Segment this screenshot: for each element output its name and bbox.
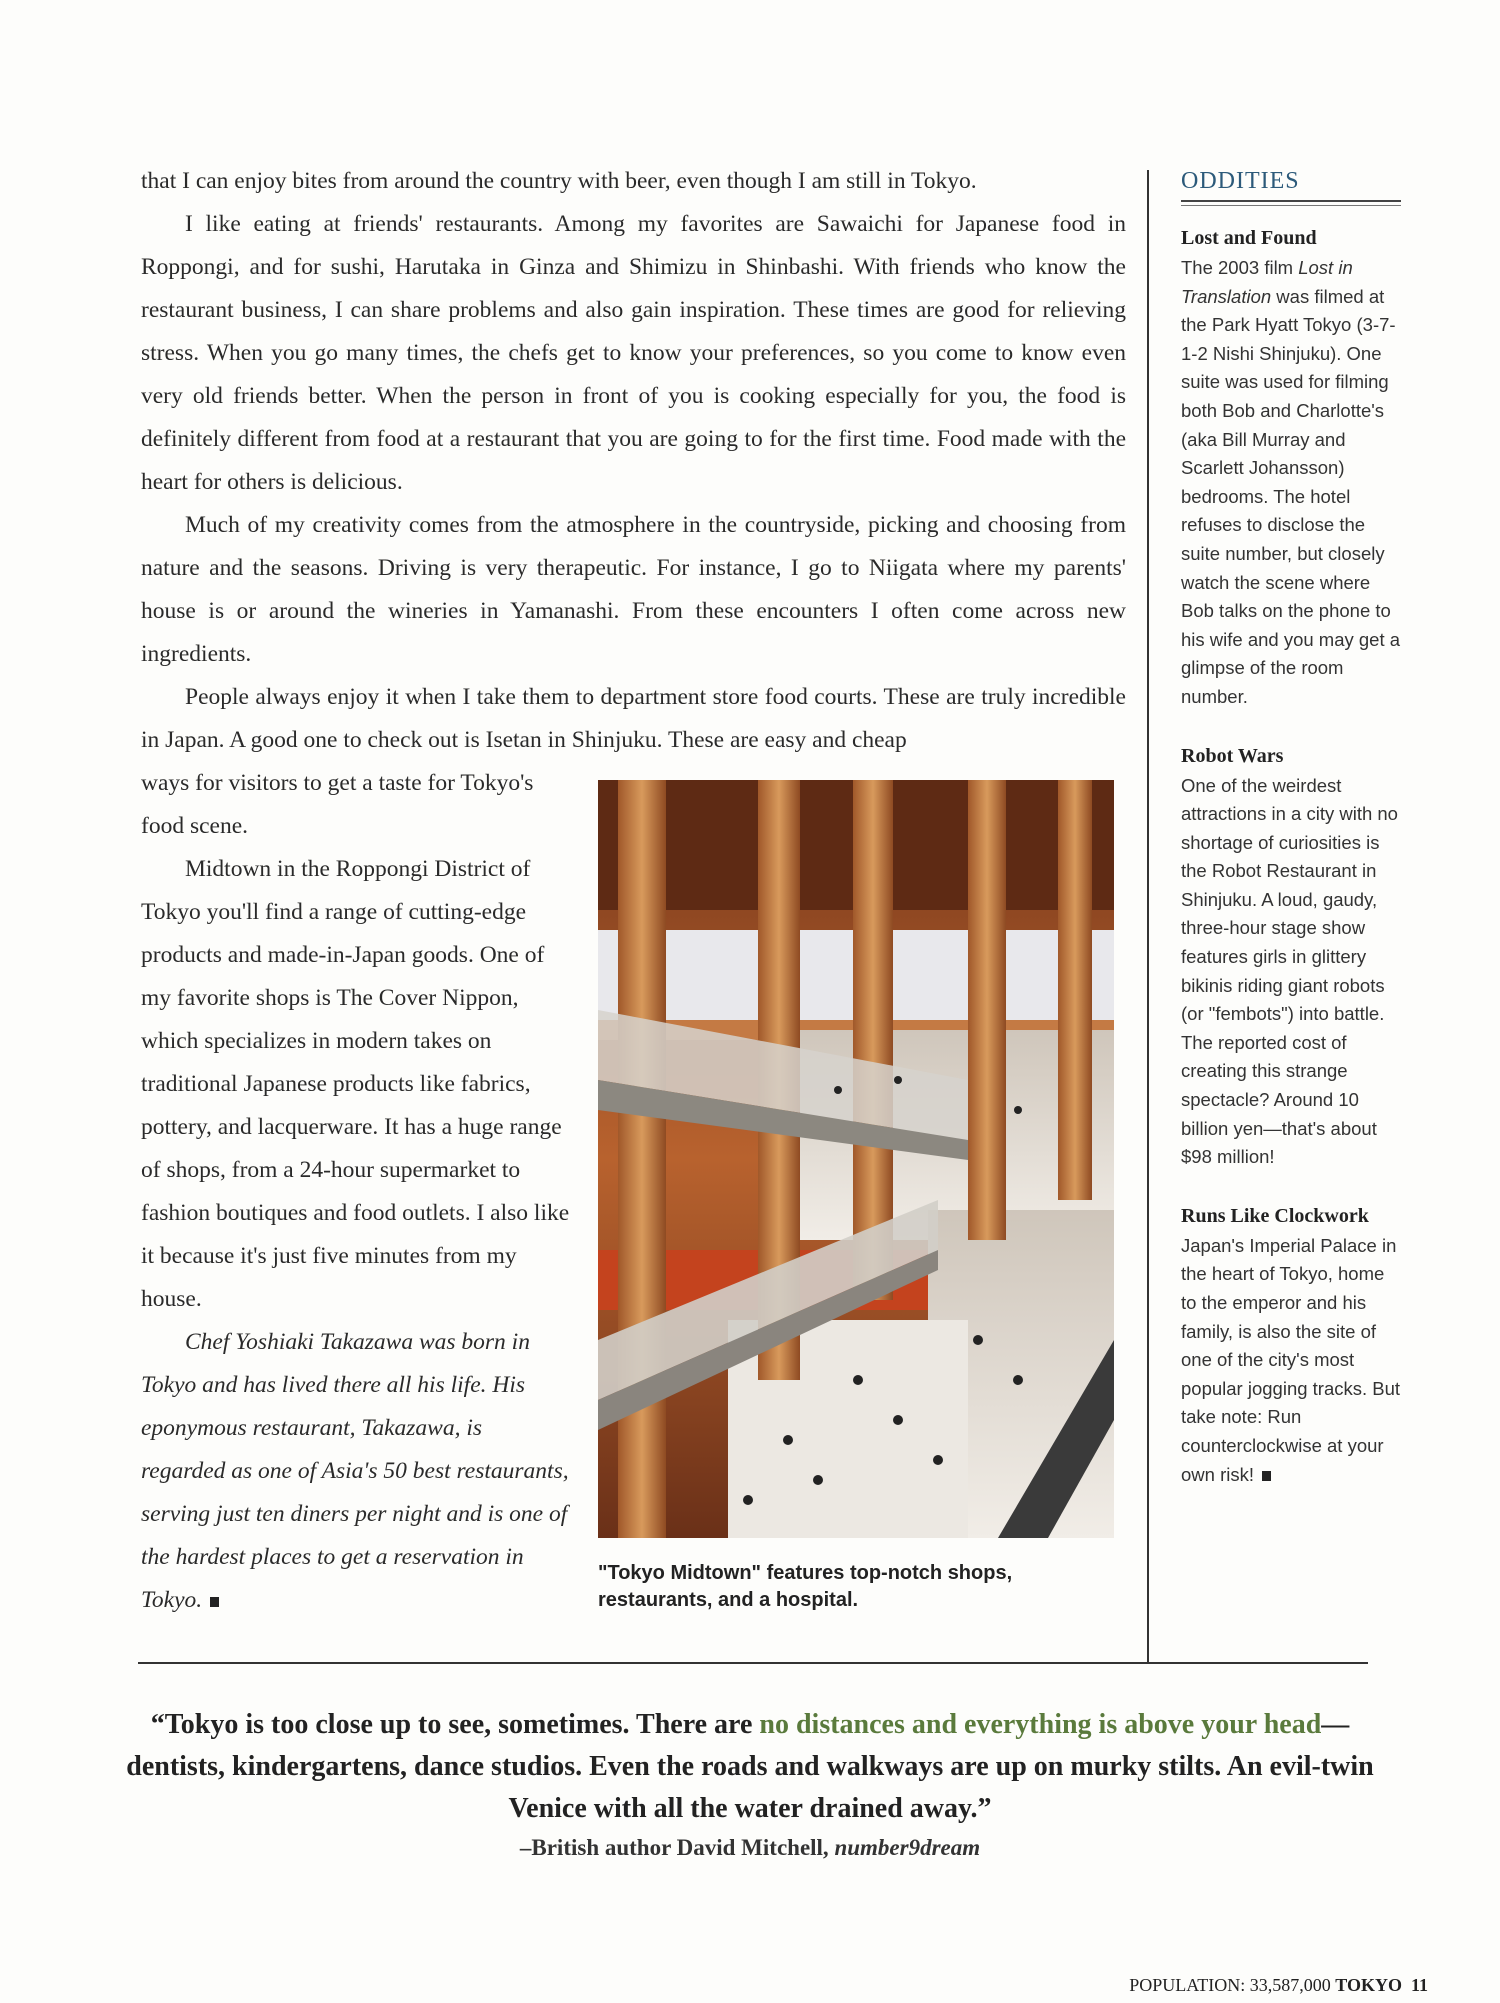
sidebar-body-text: The 2003 film [1181, 257, 1299, 278]
sidebar-title-rule [1181, 200, 1401, 202]
article-narrow-column [141, 762, 571, 1622]
sidebar-body-text: was filmed at the Park Hyatt Tokyo (3-7-1-2 Nishi Shinjuku). One suite was used for filming both Bob and Charlotte's (aka Bill Murray and Scarlett Johansson) bedrooms. The hotel refuses to disclose the suite number, but closely watch the scene where Bob talks on the phone to his wife and you may get a glimpse of the room number. [1181, 285, 1401, 707]
page-number: 11 [1410, 1975, 1428, 1995]
attribution-book-title: number9dream [834, 1835, 981, 1860]
sidebar-title: ODDITIES [1181, 168, 1300, 194]
pull-quote-highlight: no distances and everything is above your head [759, 1709, 1322, 1740]
sidebar-body-runs-like-clockwork [1181, 1232, 1403, 1489]
article-paragraph: that I can enjoy bites from around the country with beer, even though I am still in Tokyo. [141, 168, 977, 194]
article-paragraph: People always enjoy it when I take them to department store food courts. These are truly incredible in Japan. A good one to check out is Isetan in Shinjuku. These are easy and cheap [141, 684, 1126, 753]
pull-quote [120, 1704, 1380, 1830]
folio-section: TOKYO [1335, 1975, 1402, 1995]
sidebar-body-lost-and-found [1181, 254, 1403, 712]
folio-population-value: 33,587,000 [1249, 1975, 1331, 1995]
end-mark-icon [210, 1597, 219, 1607]
article-paragraph: Much of my creativity comes from the atmosphere in the countryside, picking and choosing from nature and the seasons. Driving is very therapeutic. For instance, I go to Niigata where my parents' house is or around the wineries in Yamanashi. From these encounters I often come across new ingredients. [141, 512, 1126, 667]
oddities-sidebar [1181, 164, 1403, 1489]
sidebar-heading-runs-like-clockwork: Runs Like Clockwork [1181, 1204, 1369, 1227]
column-divider [1147, 170, 1149, 1662]
pull-quote-rule [138, 1662, 1368, 1664]
author-bio-text: Chef Yoshiaki Takazawa was born in Tokyo and has lived there all his life. His eponymous restaurant, Takazawa, is regarded as one of Asia's 50 best restaurants, serving just ten diners per night and is one of the hardest places to get a reservation in Tokyo. [141, 1329, 569, 1613]
pull-quote-attribution [120, 1835, 1380, 1861]
sidebar-body-text: Japan's Imperial Palace in the heart of Tokyo, home to the emperor and his family, is also the site of one of the city's most popular jogging tracks. But take note: Run counterclockwise at your own risk! [1181, 1234, 1401, 1485]
article-paragraph: ways for visitors to get a taste for Tokyo's food scene. [141, 770, 534, 839]
pull-quote-text: “Tokyo is too close up to see, sometimes. There are [150, 1709, 760, 1740]
tokyo-midtown-photo [598, 780, 1114, 1538]
article-paragraph: I like eating at friends' restaurants. Among my favorites are Sawaichi for Japanese food in Roppongi, and for sushi, Harutaka in Ginza and Shimizu in Shinbashi. With friends who know the restaurant business, I can share problems and also gain inspiration. These times are good for relieving stress. When you go many times, the chefs get to know your preferences, so you come to know even very old friends better. When the person in front of you is cooking especially for you, the food is definitely different from food at a restaurant that you are going to for the first time. Food made with the heart for others is delicious. [141, 211, 1126, 495]
attribution-author: –British author David Mitchell, [519, 1835, 835, 1860]
article-body [141, 160, 1126, 762]
page-folio [1129, 1975, 1428, 1996]
author-bio [141, 1321, 571, 1622]
sidebar-body-robot-wars: One of the weirdest attractions in a city with no shortage of curiosities is the Robot Restaurant in Shinjuku. A loud, gaudy, three-hour stage show features girls in glittery bikinis riding giant robots (or "fembots") into battle. The reported cost of creating this strange spectacle? Around 10 billion yen—that's about $98 million! [1181, 774, 1398, 1168]
article-paragraph: Midtown in the Roppongi District of Tokyo you'll find a range of cutting-edge products and made-in-Japan goods. One of my favorite shops is The Cover Nippon, which specializes in modern takes on traditional Japanese products like fabrics, pottery, and lacquerware. It has a huge range of shops, from a 24-hour supermarket to fashion boutiques and food outlets. I also like it because it's just five minutes from my house. [141, 856, 570, 1312]
sidebar-title-rule [1181, 205, 1401, 206]
film-title: Lost in Translation [1181, 257, 1353, 307]
end-mark-icon [1262, 1471, 1271, 1481]
photo-caption: "Tokyo Midtown" features top-notch shops, restaurants, and a hospital. [598, 1562, 1013, 1611]
pull-quote-text: —dentists, kindergartens, dance studios. Even the roads and walkways are up on murky stilts. An evil-twin Venice with all the water drained away.” [126, 1709, 1374, 1824]
sidebar-heading-robot-wars: Robot Wars [1181, 744, 1284, 767]
sidebar-heading-lost-and-found: Lost and Found [1181, 227, 1317, 249]
folio-population-label: POPULATION: [1129, 1975, 1246, 1995]
